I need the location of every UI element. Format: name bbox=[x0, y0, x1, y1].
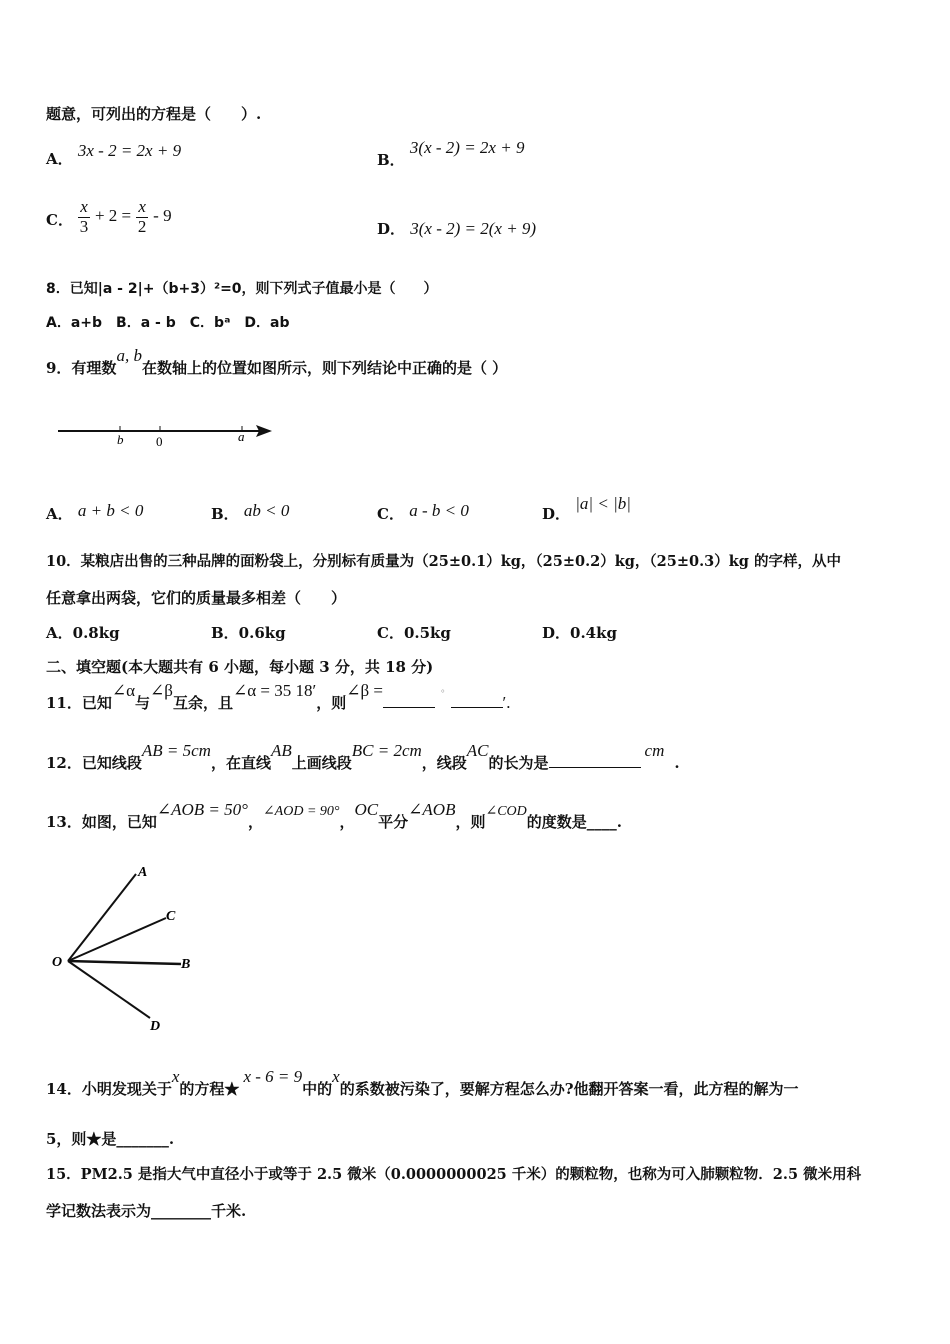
q9-option-a[interactable] bbox=[46, 500, 143, 521]
q10-option-c[interactable]: C．0.5kg bbox=[377, 624, 451, 642]
q9-option-c-expr: a - b < 0 bbox=[409, 501, 469, 520]
q12-mid4: 的长为是 bbox=[488, 754, 549, 772]
q12-mid3: ，线段 bbox=[421, 754, 467, 772]
q13 bbox=[46, 800, 623, 832]
q12-mid2: 上画线段 bbox=[291, 754, 352, 772]
q13-aob: ∠AOB = 50° bbox=[156, 800, 248, 819]
q15-line2: 学记数法表示为________千米. bbox=[46, 1202, 247, 1220]
q9-stem-post: 在数轴上的位置如图所示，则下列结论中正确的是（ ） bbox=[141, 359, 508, 377]
q11-mid3: ，则 bbox=[316, 694, 347, 712]
q11-answer-blank-deg[interactable] bbox=[383, 693, 435, 708]
q11-alpha: ∠α bbox=[111, 681, 136, 700]
q12-mid1: ，在直线 bbox=[210, 754, 271, 772]
fraction-denominator: 2 bbox=[137, 216, 147, 236]
q11-mid2: 互余，且 bbox=[172, 694, 233, 712]
q7-option-c-fraction-1 bbox=[78, 198, 90, 236]
q12-ac: AC bbox=[466, 741, 489, 760]
ray-oa bbox=[68, 874, 136, 961]
q7-option-a-expr: 3x - 2 = 2x + 9 bbox=[77, 141, 182, 160]
q7-option-c-fraction-2 bbox=[136, 198, 148, 236]
q7-option-a[interactable] bbox=[46, 140, 182, 168]
q13-aod: ∠AOD = 90° bbox=[262, 804, 340, 819]
angle-figure bbox=[48, 858, 208, 1038]
point-b-label: B bbox=[181, 957, 191, 972]
q14-tail: 的系数被污染了，要解方程怎么办?他翻开答案一看，此方程的解为一 bbox=[339, 1080, 799, 1098]
q9-option-d-label: D． bbox=[542, 505, 571, 523]
point-a-label: A bbox=[138, 865, 148, 880]
q8-stem: 8．已知|a - 2|+（b+3）²=0，则下列式子值最小是（ ） bbox=[46, 281, 438, 297]
q15-line1: 15．PM2.5 是指大气中直径小于或等于 2.5 微米（0.0000000025 千米）的颗粒物，也称为可入肺颗粒物．2.5 微米用科 bbox=[46, 1166, 862, 1183]
q13-tail: 的度数是____. bbox=[526, 813, 623, 831]
q12-ab2: AB bbox=[270, 741, 292, 760]
q9-option-c-label: C． bbox=[377, 505, 404, 523]
label-a: a bbox=[238, 429, 245, 444]
q10-line1: 10．某粮店出售的三种品牌的面粉袋上，分别标有质量为（25±0.1）kg，（25±0.2）kg，（25±0.3）kg 的字样，从中 bbox=[46, 553, 841, 570]
q9-option-d-expr: |a| < |b| bbox=[575, 494, 631, 513]
q14-line1 bbox=[46, 1067, 799, 1099]
q14-mid1: 的方程★ bbox=[179, 1080, 240, 1098]
q7-stem: 题意，可列出的方程是（ ）. bbox=[46, 105, 262, 123]
q12 bbox=[46, 741, 680, 773]
q11-beta: ∠β bbox=[150, 681, 173, 700]
q7-option-d[interactable] bbox=[377, 218, 536, 239]
q9-option-c[interactable] bbox=[377, 500, 469, 521]
q12-bc: BC = 2cm bbox=[351, 741, 422, 760]
q11-given: ∠α = 35 18′ bbox=[232, 681, 317, 700]
q9-option-b-expr: ab < 0 bbox=[243, 501, 290, 520]
q14-x1: x bbox=[171, 1067, 180, 1086]
point-d-label: D bbox=[150, 1019, 161, 1034]
q11-tail: ′. bbox=[502, 693, 511, 712]
q11-ask: ∠β = bbox=[346, 681, 383, 700]
q14-mid2: 中的 bbox=[302, 1080, 333, 1098]
q7-option-a-label: A． bbox=[46, 150, 73, 168]
section-2-heading: 二、填空题(本大题共有 6 小题，每小题 3 分，共 18 分) bbox=[46, 658, 434, 676]
q12-ab: AB = 5cm bbox=[141, 741, 211, 760]
q7-option-b-label: B． bbox=[377, 151, 405, 169]
q9-stem bbox=[46, 346, 508, 378]
q13-comma-2: ， bbox=[339, 813, 355, 831]
q13-comma-1: ， bbox=[247, 813, 263, 831]
q10-option-d[interactable]: D．0.4kg bbox=[542, 624, 617, 642]
q14-eq: x - 6 = 9 bbox=[243, 1067, 303, 1086]
q10-option-a[interactable]: A．0.8kg bbox=[46, 624, 120, 642]
q11-answer-blank-min[interactable] bbox=[451, 693, 503, 708]
q7-option-b-expr: 3(x - 2) = 2x + 9 bbox=[409, 138, 525, 157]
q9-stem-var: a, b bbox=[116, 346, 142, 365]
q13-mid: 平分 bbox=[378, 813, 409, 831]
q9-option-d[interactable] bbox=[542, 493, 631, 523]
q11-degree-mark: ° bbox=[440, 688, 445, 698]
q13-mid2: ，则 bbox=[455, 813, 486, 831]
q12-unit: cm bbox=[644, 741, 665, 760]
point-o-label: O bbox=[52, 955, 63, 970]
q11-pre: 11．已知 bbox=[46, 694, 112, 712]
q13-pre: 13．如图，已知 bbox=[46, 813, 157, 831]
number-line-figure bbox=[50, 415, 290, 455]
q9-option-b[interactable] bbox=[211, 500, 289, 521]
q9-option-b-label: B． bbox=[211, 505, 239, 523]
q13-cod: ∠COD bbox=[485, 804, 527, 819]
q7-option-d-label: D． bbox=[377, 220, 406, 238]
point-c-label: C bbox=[166, 909, 176, 924]
ray-ob bbox=[68, 961, 181, 964]
q14-pre: 14．小明发现关于 bbox=[46, 1080, 172, 1098]
q14-line2: 5，则★是_______. bbox=[46, 1130, 175, 1148]
q10-option-b[interactable]: B．0.6kg bbox=[211, 624, 286, 642]
fraction-numerator: x bbox=[138, 197, 146, 216]
q7-option-c-mid: + 2 = bbox=[94, 206, 132, 226]
fraction-denominator: 3 bbox=[79, 216, 89, 236]
label-zero: 0 bbox=[156, 434, 163, 449]
ray-od bbox=[68, 961, 150, 1018]
q7-option-c-tail: - 9 bbox=[153, 206, 172, 226]
q14-x2: x bbox=[332, 1067, 340, 1086]
q12-pre: 12．已知线段 bbox=[46, 754, 142, 772]
q9-stem-pre: 9．有理数 bbox=[46, 359, 117, 377]
q8-options[interactable]: A．a+b B．a - b C．bᵃ D．ab bbox=[46, 315, 290, 331]
fraction-numerator: x bbox=[80, 197, 88, 216]
q9-option-a-label: A． bbox=[46, 505, 73, 523]
q13-oc: OC bbox=[354, 800, 379, 819]
q12-tail: . bbox=[674, 754, 680, 772]
q13-aob2: ∠AOB bbox=[408, 800, 456, 819]
label-b: b bbox=[117, 432, 124, 447]
q7-option-d-expr: 3(x - 2) = 2(x + 9) bbox=[410, 219, 537, 238]
q9-option-a-expr: a + b < 0 bbox=[77, 501, 144, 520]
q12-answer-blank[interactable] bbox=[549, 753, 641, 768]
q7-option-c-label: C． bbox=[46, 211, 73, 230]
ray-oc bbox=[68, 918, 166, 961]
q7-option-b[interactable] bbox=[377, 137, 525, 169]
q10-line2: 任意拿出两袋，它们的质量最多相差（ ） bbox=[46, 589, 347, 607]
q11-mid1: 与 bbox=[135, 694, 151, 712]
q11 bbox=[46, 681, 511, 713]
q7-option-c[interactable] bbox=[46, 198, 172, 236]
